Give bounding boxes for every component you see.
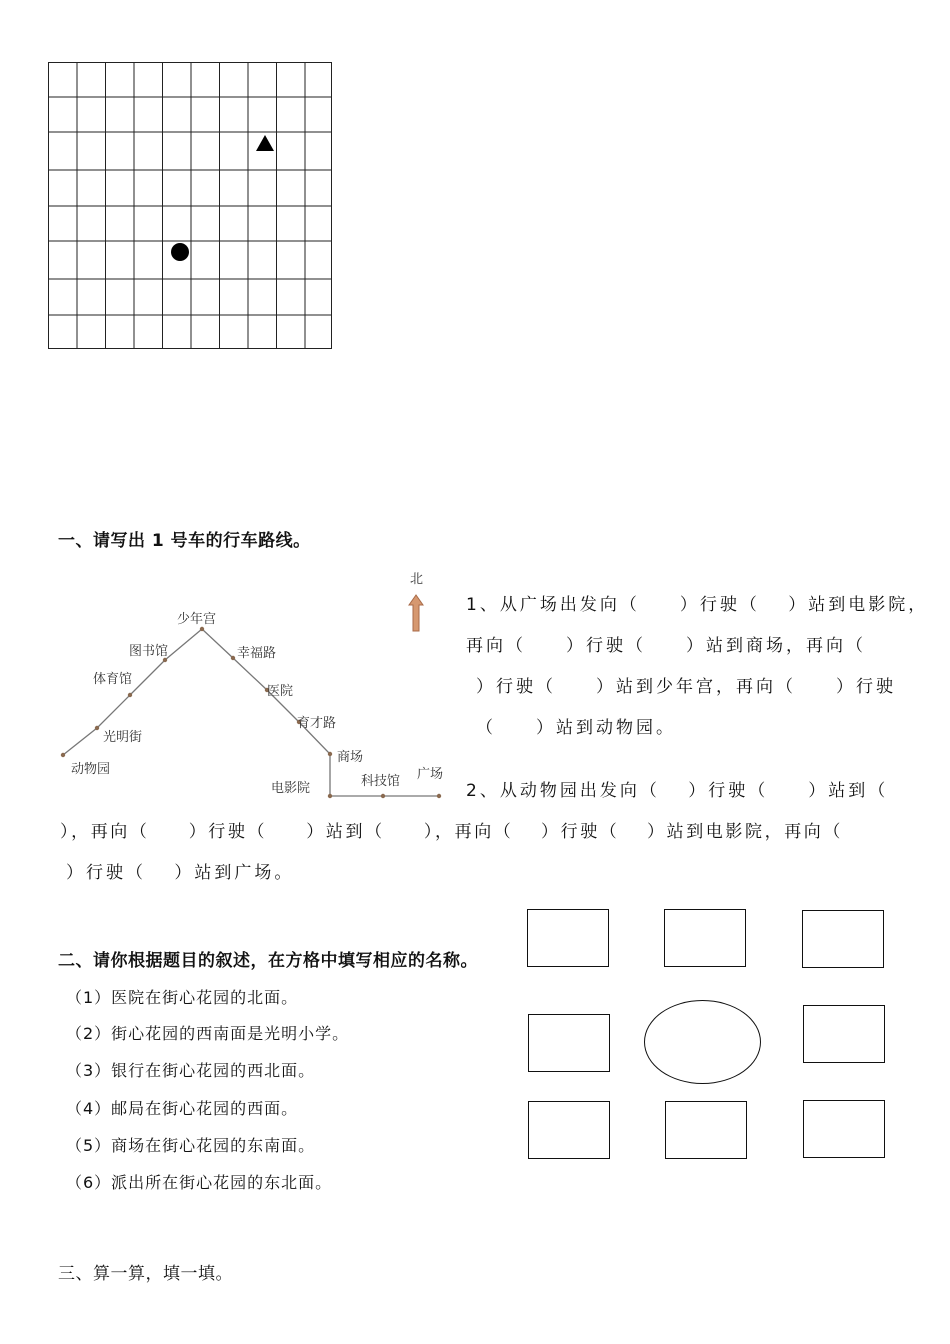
stop-label: 电影院 <box>271 781 311 796</box>
q1-line4: （ ）站到动物园。 <box>476 718 676 738</box>
q1-line2: 再向（ ）行驶（ ）站到商场，再向（ <box>466 636 866 656</box>
stop-label: 图书馆 <box>129 644 169 659</box>
list-item: （1）医院在街心花园的北面。 <box>66 988 299 1007</box>
grid-diagram <box>47 61 335 352</box>
stop-label: 科技馆 <box>361 774 401 789</box>
stop-label: 光明街 <box>103 730 143 745</box>
q2-line2: ），再向（ ）行驶（ ）站到（ ），再向（ ）行驶（ ）站到电影院，再向（ <box>60 822 844 842</box>
stop-label: 育才路 <box>297 716 337 731</box>
list-item: （5）商场在街心花园的东南面。 <box>66 1136 316 1155</box>
triangle-marker <box>256 135 274 151</box>
stop-label: 医院 <box>267 684 294 699</box>
stop-label: 广场 <box>417 767 444 782</box>
stop-label: 动物园 <box>71 762 111 777</box>
answer-box-northeast[interactable] <box>802 910 884 968</box>
stop-label: 商场 <box>337 750 364 765</box>
answer-box-north[interactable] <box>664 909 746 967</box>
section2-title: 二、请你根据题目的叙述，在方格中填写相应的名称。 <box>58 951 478 971</box>
answer-box-southwest[interactable] <box>528 1101 610 1159</box>
answer-box-south[interactable] <box>665 1101 747 1159</box>
answer-box-southeast[interactable] <box>803 1100 885 1158</box>
north-label: 北 <box>410 572 424 587</box>
section1-title: 一、请写出 1 号车的行车路线。 <box>58 531 311 551</box>
q2-line1: 2、从动物园出发向（ ）行驶（ ）站到（ <box>466 781 889 801</box>
dot-marker <box>171 243 189 261</box>
route-map <box>55 565 455 805</box>
list-item: （3）银行在街心花园的西北面。 <box>66 1061 316 1080</box>
stop-label: 体育馆 <box>93 672 133 687</box>
answer-box-east[interactable] <box>803 1005 885 1063</box>
stop-label: 幸福路 <box>237 646 277 661</box>
answer-box-west[interactable] <box>528 1014 610 1072</box>
list-item: （2）街心花园的西南面是光明小学。 <box>66 1024 350 1043</box>
north-arrow-icon <box>409 595 423 631</box>
list-item: （4）邮局在街心花园的西面。 <box>66 1099 299 1118</box>
answer-box-northwest[interactable] <box>527 909 609 967</box>
stop-label: 少年宫 <box>177 612 217 627</box>
section3-title: 三、算一算，填一填。 <box>58 1264 233 1284</box>
q2-line3: ）行驶（ ）站到广场。 <box>66 863 295 883</box>
list-item: （6）派出所在街心花园的东北面。 <box>66 1173 333 1192</box>
q1-line1: 1、从广场出发向（ ）行驶（ ）站到电影院， <box>466 595 929 615</box>
q1-line3: ）行驶（ ）站到少年宫，再向（ ）行驶 <box>476 677 896 697</box>
center-garden-ellipse <box>644 1000 761 1084</box>
